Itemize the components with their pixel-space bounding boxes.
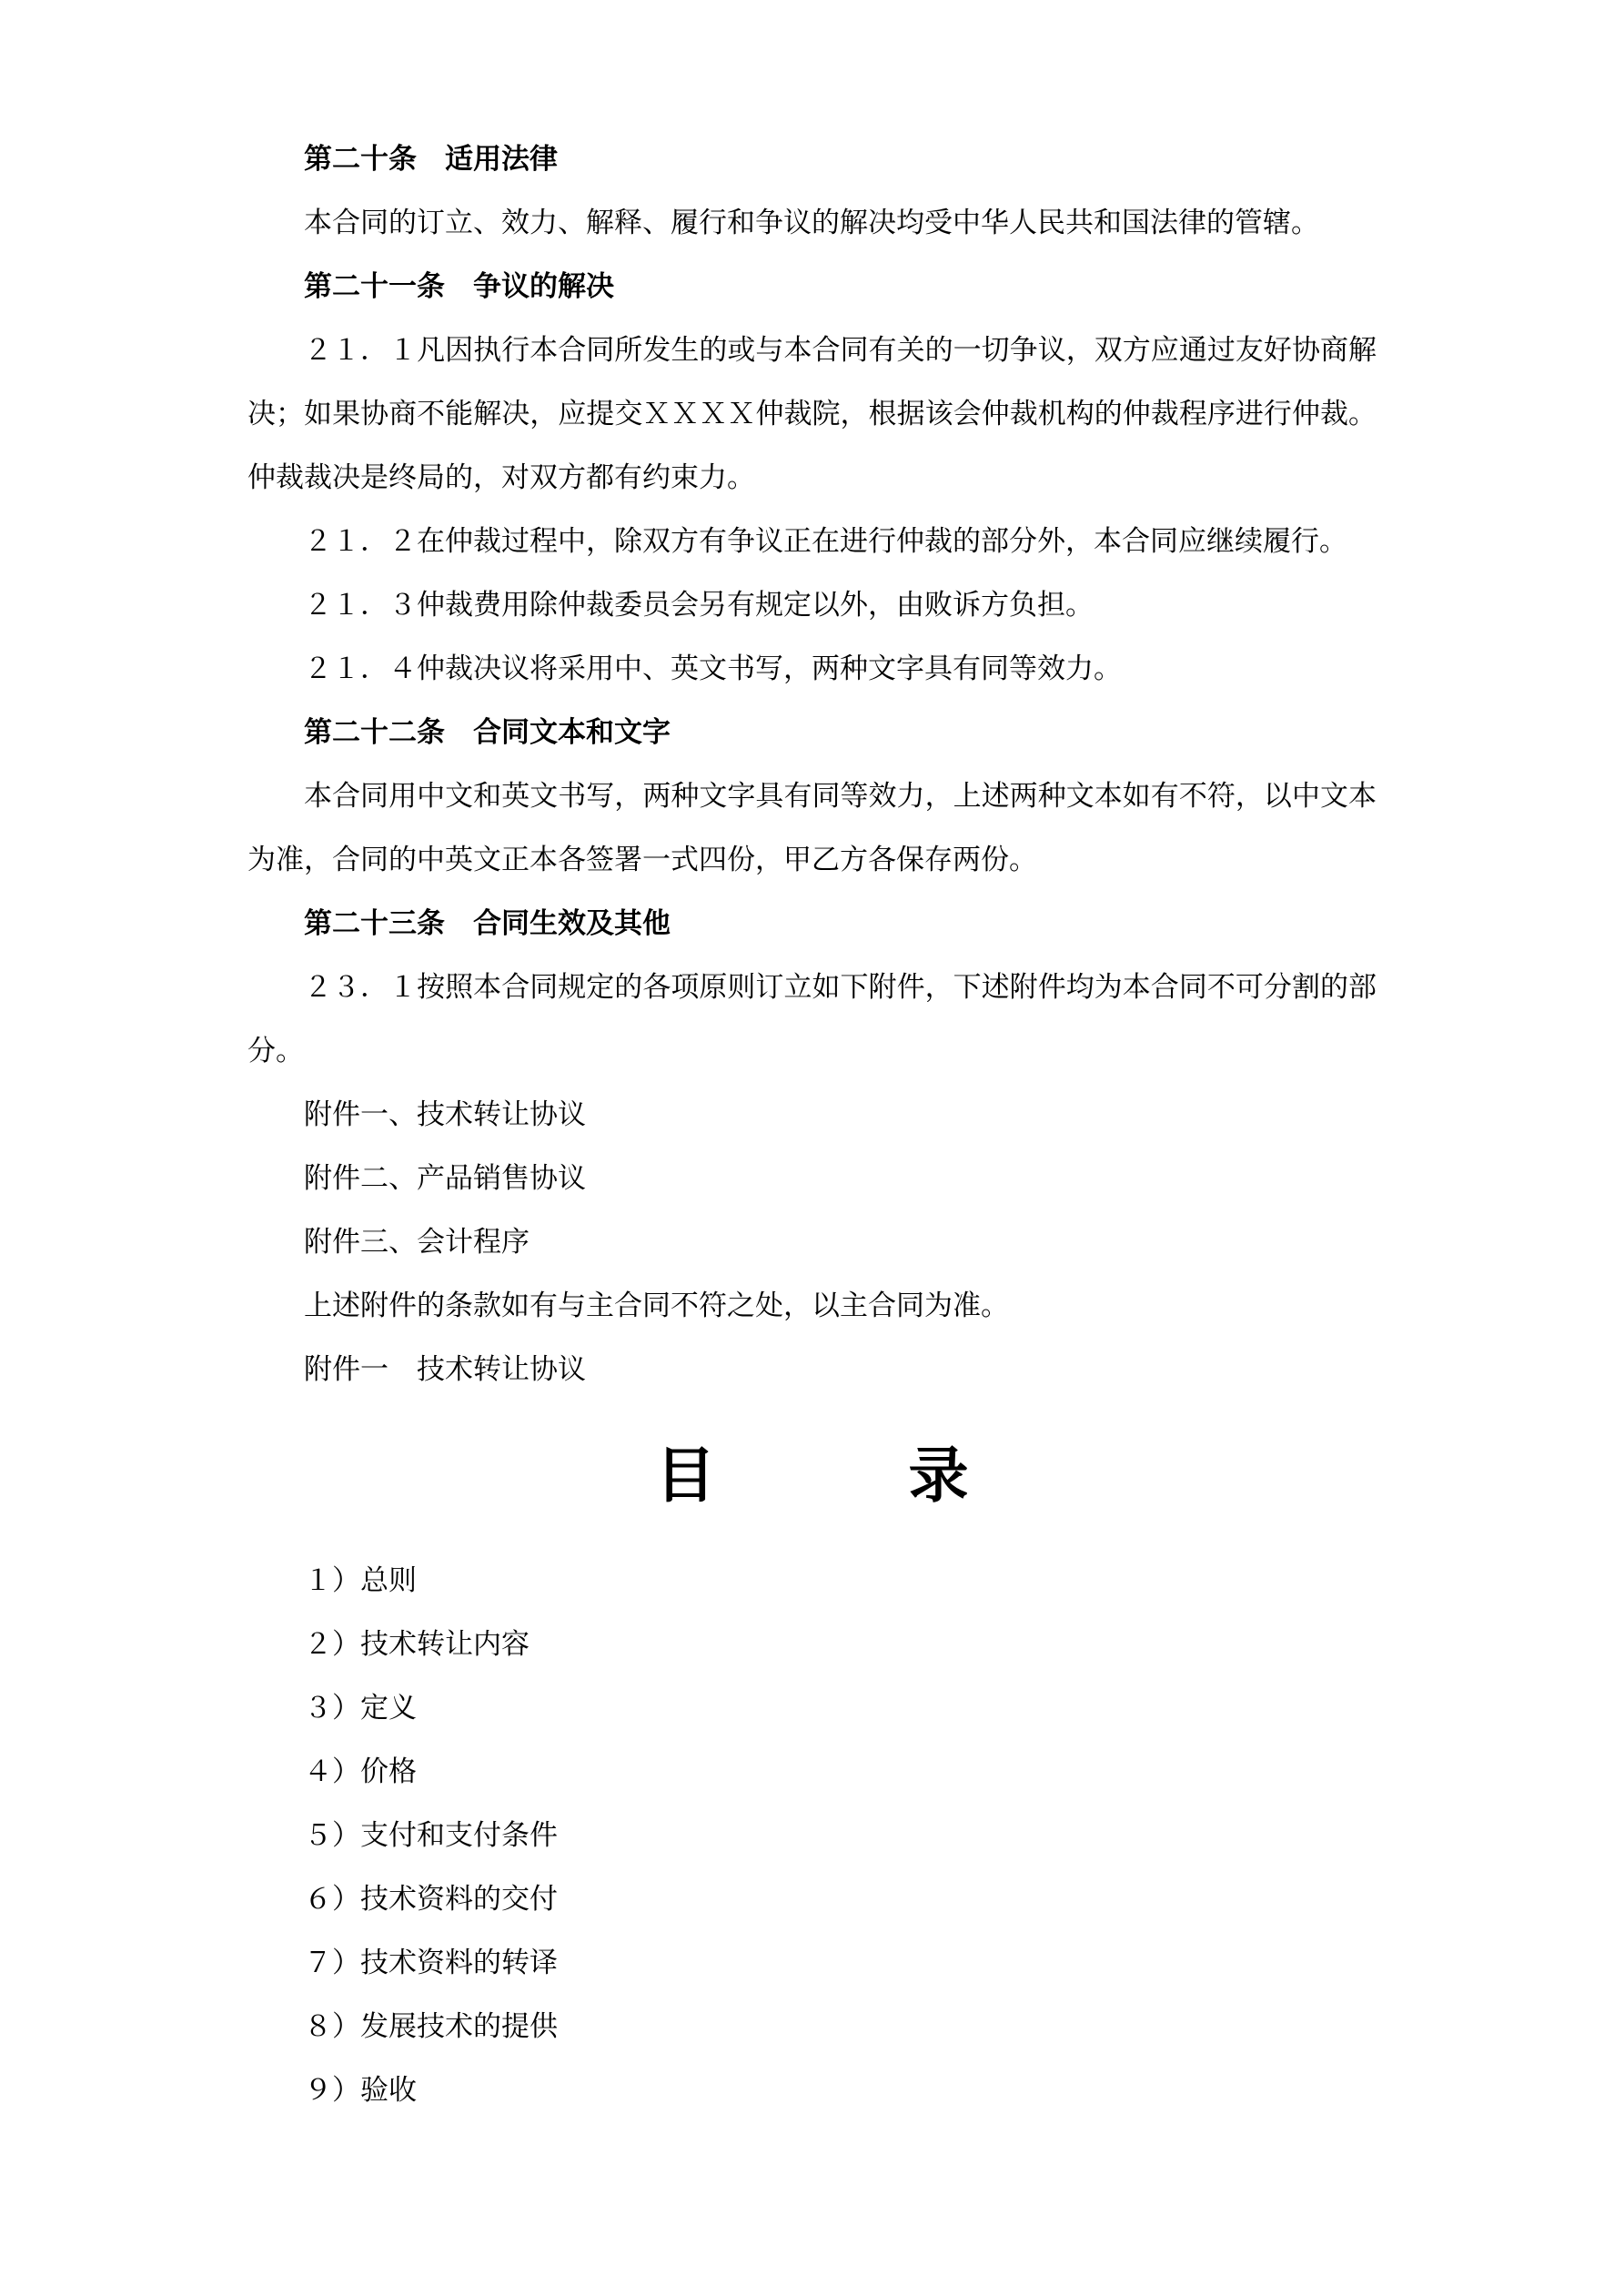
toc-item-3: ３）定义 (304, 1692, 417, 1724)
article-20-body: 本合同的订立、效力、解释、履行和争议的解决均受中华人民共和国法律的管辖。 (304, 207, 1319, 238)
toc-title (247, 1409, 1377, 1545)
toc-title-char-left: 目 (655, 1443, 716, 1510)
attachment-1-heading: 附件一 技术转让协议 (304, 1353, 586, 1385)
attachment-note: 上述附件的条款如有与主合同不符之处，以主合同为准。 (304, 1290, 1009, 1321)
clause-21-2: ２１．２在仲裁过程中，除双方有争议正在进行仲裁的部分外，本合同应继续履行。 (304, 525, 1347, 557)
clause-21-1: ２１．１凡因执行本合同所发生的或与本合同有关的一切争议，双方应通过友好协商解决；如果协商不能解决，应提交ＸＸＸＸ仲裁院，根据该会仲裁机构的仲裁程序进行仲裁。仲裁裁决是终局的，对双方都有约束力。 (247, 334, 1377, 493)
article-20-heading: 第二十条 适用法律 (304, 143, 558, 175)
article-21-heading: 第二十一条 争议的解决 (304, 270, 614, 302)
toc-item-2: ２）技术转让内容 (304, 1628, 530, 1660)
clause-23-1: ２３．１按照本合同规定的各项原则订立如下附件，下述附件均为本合同不可分割的部分。 (247, 971, 1377, 1067)
toc-item-8: ８）发展技术的提供 (304, 2010, 558, 2042)
article-22-heading: 第二十二条 合同文本和文字 (304, 716, 671, 748)
toc-title-char-right: 录 (908, 1443, 969, 1510)
toc-item-7: ７）技术资料的转译 (304, 1947, 558, 1978)
clause-21-3: ２１．３仲裁费用除仲裁委员会另有规定以外，由败诉方负担。 (304, 589, 1094, 621)
article-23-heading: 第二十三条 合同生效及其他 (304, 907, 671, 939)
toc-item-6: ６）技术资料的交付 (304, 1883, 558, 1915)
toc-item-4: ４）价格 (304, 1755, 417, 1787)
attachment-3-line: 附件三、会计程序 (304, 1226, 530, 1258)
attachment-1-line: 附件一、技术转让协议 (304, 1098, 586, 1130)
attachment-2-line: 附件二、产品销售协议 (304, 1162, 586, 1194)
clause-21-4: ２１．４仲裁决议将采用中、英文书写，两种文字具有同等效力。 (304, 652, 1122, 684)
toc-item-5: ５）支付和支付条件 (304, 1819, 558, 1851)
article-22-body: 本合同用中文和英文书写，两种文字具有同等效力，上述两种文本如有不符，以中文本为准，合同的中英文正本各签署一式四份，甲乙方各保存两份。 (247, 780, 1377, 875)
toc-item-1: １）总则 (304, 1564, 417, 1596)
toc-item-9: ９）验收 (304, 2074, 417, 2106)
